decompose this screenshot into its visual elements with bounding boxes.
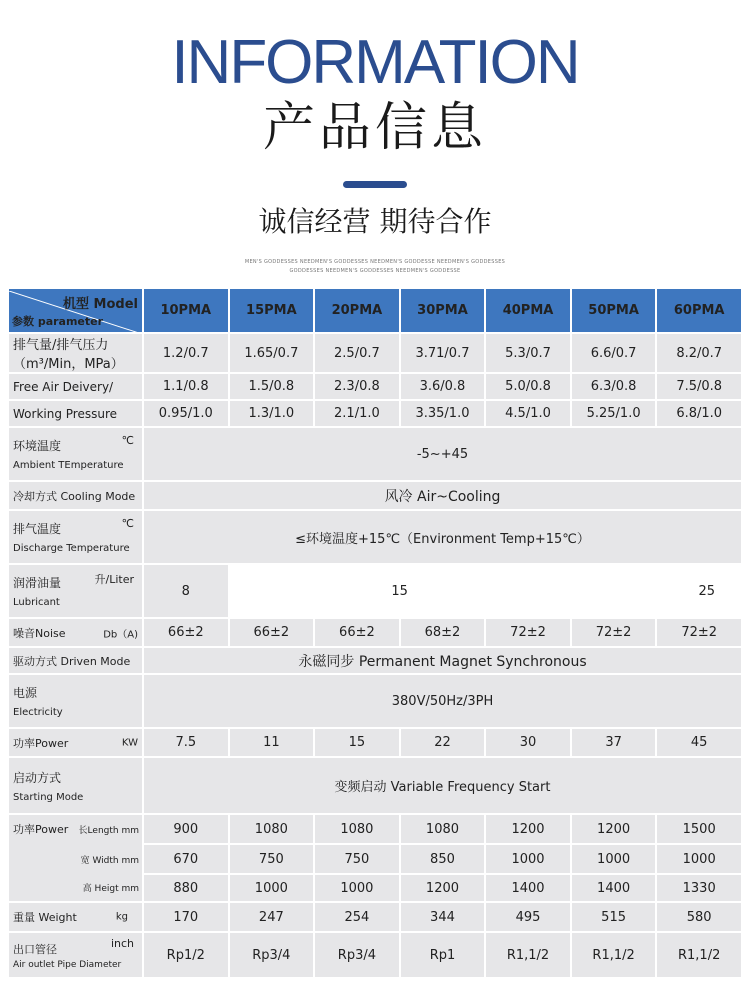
cell: 3.71/0.7 [401, 334, 485, 372]
cell: Rp1 [401, 933, 485, 977]
height-label: 高 Heigt mm [82, 884, 139, 894]
model-header: 10PMA [144, 289, 228, 332]
cell: 15 [315, 729, 399, 756]
cell: 68±2 [401, 619, 485, 646]
table-row [9, 903, 741, 931]
model-header: 50PMA [572, 289, 656, 332]
header-corner-cell [9, 289, 142, 332]
table-row [9, 675, 741, 727]
cell: 5.25/1.0 [572, 401, 656, 426]
cell: 6.3/0.8 [572, 374, 656, 399]
cell: 900 [144, 815, 228, 843]
cell: 4.5/1.0 [486, 401, 570, 426]
page-header [0, 0, 750, 287]
cell: 515 [572, 903, 656, 931]
cell: 66±2 [315, 619, 399, 646]
table-row [9, 815, 741, 843]
row-label: 电源 Electricity [9, 675, 142, 727]
corner-model-label: 机型 Model [63, 296, 138, 312]
row-label: 排气温度 ℃ Discharge Temperature [9, 511, 142, 563]
cell: 750 [230, 845, 314, 873]
model-header: 20PMA [315, 289, 399, 332]
cell: 1330 [657, 875, 741, 901]
cell: R1,1/2 [486, 933, 570, 977]
table-row [9, 565, 741, 617]
cell: 1000 [315, 875, 399, 901]
cell: 6.8/1.0 [657, 401, 741, 426]
cell: 1080 [315, 815, 399, 843]
cell: 5.3/0.7 [486, 334, 570, 372]
table-row [9, 334, 741, 372]
row-label: 功率Power KW [9, 729, 142, 756]
row-label: 排气量/排气压力（m³/Min，MPa） [9, 334, 142, 372]
cell: 1.65/0.7 [230, 334, 314, 372]
starting-value: 变频启动 Variable Frequency Start [144, 758, 741, 813]
model-header: 60PMA [657, 289, 741, 332]
table-row [9, 729, 741, 756]
table-row [9, 401, 741, 426]
row-label: 重量 Weight kg [9, 903, 142, 931]
row-label: 环境温度 ℃ Ambient TEmperature [9, 428, 142, 480]
length-label: 长Length mm [78, 826, 139, 836]
row-label: 冷却方式 Cooling Mode [9, 482, 142, 509]
cell: 7.5 [144, 729, 228, 756]
cell: 72±2 [486, 619, 570, 646]
cell: 1.5/0.8 [230, 374, 314, 399]
cell: 1.1/0.8 [144, 374, 228, 399]
cell: R1,1/2 [572, 933, 656, 977]
table-row [9, 648, 741, 673]
cell: 254 [315, 903, 399, 931]
cell: 5.0/0.8 [486, 374, 570, 399]
dims-row-label: 功率Power 长Length mm 宽 Width mm 高 Heigt mm [9, 815, 142, 901]
width-label: 宽 Width mm [80, 856, 139, 866]
title-english: INFORMATION [171, 28, 579, 97]
row-label: 润滑油量 升/Liter Lubricant [9, 565, 142, 617]
table-row [9, 933, 741, 977]
cell: 247 [230, 903, 314, 931]
cell: 45 [657, 729, 741, 756]
cell: 2.1/1.0 [315, 401, 399, 426]
cell: 495 [486, 903, 570, 931]
title-divider [343, 181, 407, 188]
cell: 1000 [230, 875, 314, 901]
cell: 1400 [572, 875, 656, 901]
cell: Rp1/2 [144, 933, 228, 977]
cell: 1000 [657, 845, 741, 873]
cell: 2.3/0.8 [315, 374, 399, 399]
cell: 880 [144, 875, 228, 901]
cell: 30 [486, 729, 570, 756]
ambient-value: -5~+45 [144, 428, 741, 480]
cell: 850 [401, 845, 485, 873]
cell: 8.2/0.7 [657, 334, 741, 372]
table-header-row [9, 289, 741, 332]
electricity-value: 380V/50Hz/3PH [144, 675, 741, 727]
cell: 750 [315, 845, 399, 873]
model-header: 15PMA [230, 289, 314, 332]
cell: 1200 [572, 815, 656, 843]
title-chinese: 产品信息 [262, 98, 487, 158]
cell: 670 [144, 845, 228, 873]
table-row [9, 758, 741, 813]
cell: Rp3/4 [230, 933, 314, 977]
cell: 580 [657, 903, 741, 931]
row-label: 启动方式 Starting Mode [9, 758, 142, 813]
cell: 7.5/0.8 [657, 374, 741, 399]
row-label: Free Air Deivery/ [9, 374, 142, 399]
cell: 1400 [486, 875, 570, 901]
cell: 1000 [572, 845, 656, 873]
table-row [9, 619, 741, 646]
cell: 344 [401, 903, 485, 931]
cell: 22 [401, 729, 485, 756]
corner-parameter-label: 参数 parameter [12, 314, 104, 328]
cooling-value: 风冷 Air~Cooling [144, 482, 741, 509]
cell: 1000 [486, 845, 570, 873]
row-label: 驱动方式 Driven Mode [9, 648, 142, 673]
decorative-small-text: MEN'S GODDESSES NEEDMEN'S GODDESSES NEEDMEN'S GODDESSE NEEDMEN'S GODDESSES GODDESSES NEEDMEN'S GODDESSES NEEDMEN'S GODDESSE [244, 259, 506, 274]
lubricant-value: 25 [572, 565, 741, 617]
slogan: 诚信经营 期待合作 [258, 205, 492, 238]
cell: 72±2 [572, 619, 656, 646]
cell: 1080 [230, 815, 314, 843]
cell: 1200 [486, 815, 570, 843]
cell: Rp3/4 [315, 933, 399, 977]
driven-value: 永磁同步 Permanent Magnet Synchronous [144, 648, 741, 673]
table-row [9, 374, 741, 399]
cell: 72±2 [657, 619, 741, 646]
cell: 1200 [401, 875, 485, 901]
cell: 66±2 [230, 619, 314, 646]
lubricant-value: 15 [230, 565, 570, 617]
row-label: Working Pressure [9, 401, 142, 426]
cell: 1.3/1.0 [230, 401, 314, 426]
cell: 2.5/0.7 [315, 334, 399, 372]
cell: 170 [144, 903, 228, 931]
cell: 1080 [401, 815, 485, 843]
cell: 11 [230, 729, 314, 756]
cell: 1500 [657, 815, 741, 843]
cell: R1,1/2 [657, 933, 741, 977]
cell: 66±2 [144, 619, 228, 646]
table-row [9, 482, 741, 509]
row-label: 出口管径 inch Air outlet Pipe Diameter [9, 933, 142, 977]
model-header: 40PMA [486, 289, 570, 332]
table-row [9, 428, 741, 480]
cell: 1.2/0.7 [144, 334, 228, 372]
discharge-value: ≤环境温度+15℃（Environment Temp+15℃） [144, 511, 741, 563]
cell: 0.95/1.0 [144, 401, 228, 426]
cell: 3.6/0.8 [401, 374, 485, 399]
row-label: 噪音Noise Db（A) [9, 619, 142, 646]
cell: 6.6/0.7 [572, 334, 656, 372]
lubricant-value: 8 [144, 565, 228, 617]
table-row [9, 511, 741, 563]
cell: 3.35/1.0 [401, 401, 485, 426]
cell: 37 [572, 729, 656, 756]
model-header: 30PMA [401, 289, 485, 332]
spec-table [7, 287, 743, 979]
